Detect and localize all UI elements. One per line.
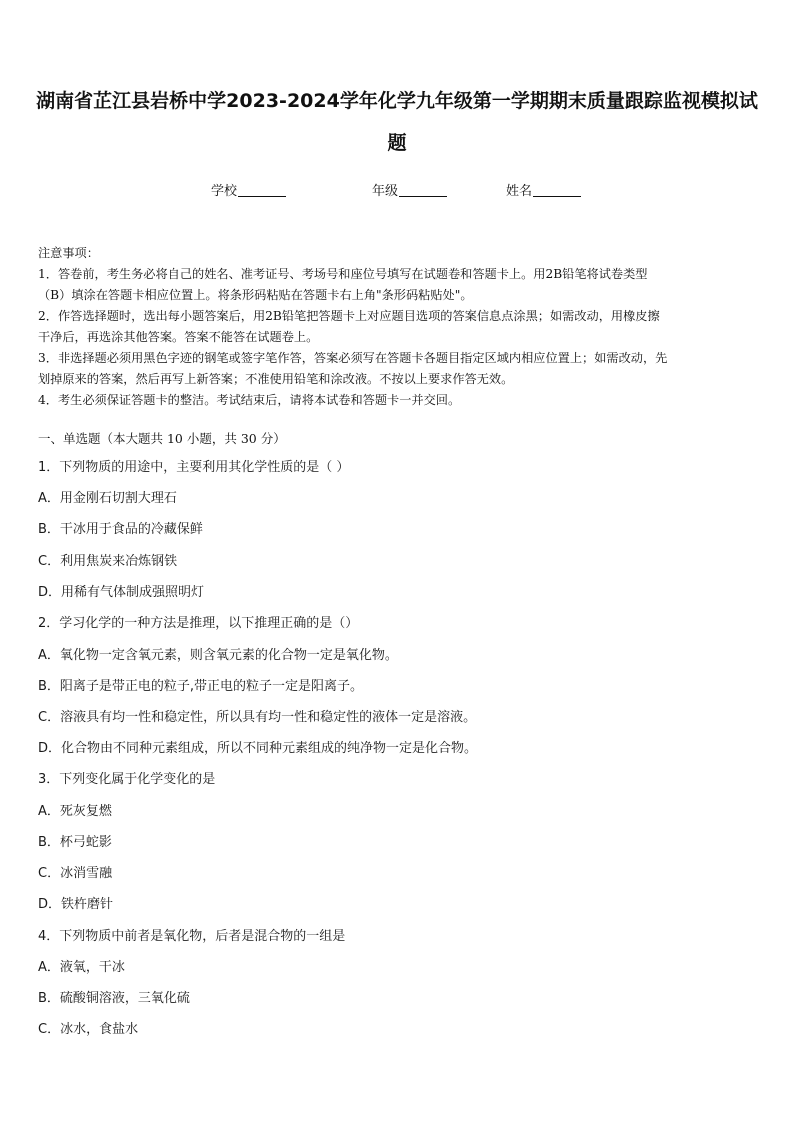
school-label: 学校	[211, 184, 238, 199]
question-option: C．冰水，食盐水	[38, 1022, 139, 1037]
question-option: B．杯弓蛇影	[38, 835, 112, 850]
question-stem: 1．下列物质的用途中，主要利用其化学性质的是（ ）	[38, 460, 350, 475]
exam-title-line-2: 题	[387, 132, 407, 154]
question-stem: 2．学习化学的一种方法是推理，以下推理正确的是（）	[38, 616, 359, 631]
name-blank[interactable]	[533, 184, 581, 197]
grade-field	[372, 180, 447, 199]
section-heading: 一、单选题（本大题共 10 小题，共 30 分）	[38, 431, 286, 446]
notice-line: 4．考生必须保证答题卡的整洁。考试结束后，请将本试卷和答题卡一并交回。	[38, 393, 461, 407]
question-option: D．化合物由不同种元素组成，所以不同种元素组成的纯净物一定是化合物。	[38, 741, 478, 756]
notice-heading: 注意事项：	[38, 246, 99, 260]
question-option: B．阳离子是带正电的粒子,带正电的粒子一定是阳离子。	[38, 679, 364, 694]
school-blank[interactable]	[238, 184, 286, 197]
question-option: B．干冰用于食品的冷藏保鲜	[38, 522, 203, 537]
notice-line: 3．非选择题必须用黑色字迹的钢笔或签字笔作答，答案必须写在答题卡各题目指定区域内相应位置上；如需改动，先	[38, 351, 668, 365]
name-field	[506, 180, 581, 199]
notice-line: 2．作答选择题时，选出每小题答案后，用2B铅笔把答题卡上对应题目选项的答案信息点涂黑；如需改动，用橡皮擦	[38, 309, 660, 323]
notice-line: （B）填涂在答题卡相应位置上。将条形码粘贴在答题卡右上角"条形码粘贴处"。	[38, 288, 473, 302]
question-option: A．死灰复燃	[38, 804, 112, 819]
grade-blank[interactable]	[399, 184, 447, 197]
notice-line: 1．答卷前，考生务必将自己的姓名、准考证号、考场号和座位号填写在试题卷和答题卡上。用2B铅笔将试卷类型	[38, 267, 648, 281]
grade-label: 年级	[372, 184, 399, 199]
question-option: A．液氧，干冰	[38, 960, 125, 975]
question-option: A．用金刚石切割大理石	[38, 491, 177, 506]
question-stem: 4．下列物质中前者是氧化物，后者是混合物的一组是	[38, 929, 346, 944]
question-option: D．铁杵磨针	[38, 897, 114, 912]
notice-line: 干净后，再选涂其他答案。答案不能答在试题卷上。	[38, 330, 319, 344]
question-option: B．硫酸铜溶液，三氧化硫	[38, 991, 190, 1006]
question-option: C．利用焦炭来冶炼钢铁	[38, 554, 178, 569]
name-label: 姓名	[506, 184, 533, 199]
question-option: A．氧化物一定含氧元素，则含氧元素的化合物一定是氧化物。	[38, 648, 398, 663]
question-stem: 3．下列变化属于化学变化的是	[38, 772, 216, 787]
question-option: D．用稀有气体制成强照明灯	[38, 585, 205, 600]
exam-title-line-1: 湖南省芷江县岩桥中学2023-2024学年化学九年级第一学期期末质量跟踪监视模拟试	[36, 90, 758, 112]
notice-line: 划掉原来的答案，然后再写上新答案；不准使用铅笔和涂改液。不按以上要求作答无效。	[38, 372, 514, 386]
question-option: C．溶液具有均一性和稳定性，所以具有均一性和稳定性的液体一定是溶液。	[38, 710, 477, 725]
school-field	[211, 180, 286, 199]
question-option: C．冰消雪融	[38, 866, 113, 881]
